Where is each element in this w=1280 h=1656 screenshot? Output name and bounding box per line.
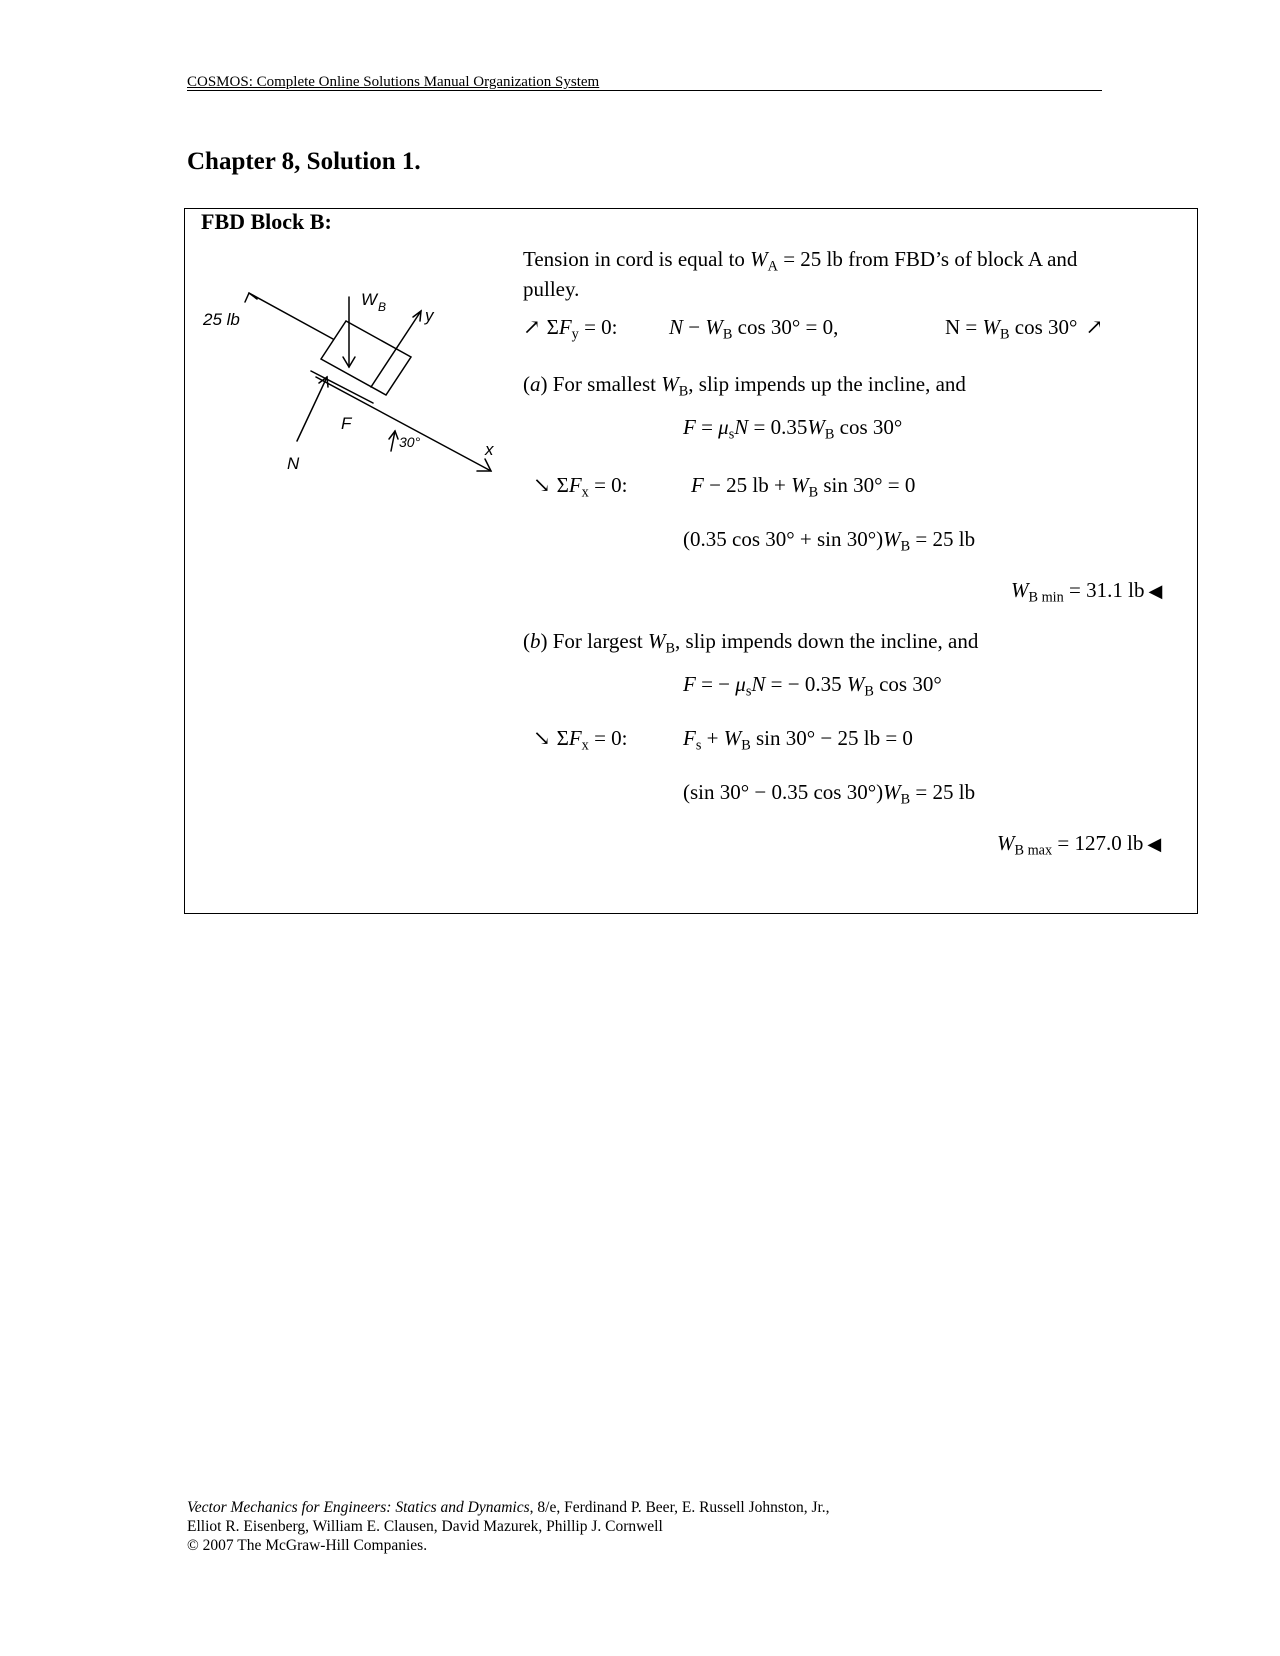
weight-label: W <box>361 290 378 309</box>
part-b-friction: F = − $\mu_sN$ = − 0.35 $W_B$ cos 30° <box>683 672 942 700</box>
intro-line-1: Tension in cord is equal to $W_A = 25$ lb from FBD’s of block A and <box>523 247 1078 275</box>
part-a-friction: $F = \mu_sN = 0.35W_B$ cos 30° <box>683 415 903 443</box>
sum-fy-result: $N = W_B$ cos 30° ↗ <box>945 315 1104 343</box>
footer-line-2: Elliot R. Eisenberg, William E. Clausen, David Mazurek, Phillip J. Cornwell <box>187 1518 663 1535</box>
sum-fy-equation: $N - W_B$ cos 30° = 0, <box>669 315 839 343</box>
part-b-sum-fx-label: ↘ $\Sigma F_x = 0$: <box>533 726 628 754</box>
up-right-arrow-icon: ↗ <box>1085 315 1104 339</box>
part-a-answer: $W_{B min} = 31.1$ lb ◀ <box>1011 578 1163 606</box>
part-b-answer-value: = 127.0 lb <box>1057 831 1144 855</box>
part-a-answer-value: = 31.1 lb <box>1069 578 1145 602</box>
footer-book-title: Vector Mechanics for Engineers: Statics and Dynamics <box>187 1499 530 1516</box>
part-b-answer: $W_{B max} = 127.0$ lb ◀ <box>997 831 1162 859</box>
intro-line-2: pulley. <box>523 277 580 301</box>
footer-line-1 <box>187 1498 830 1517</box>
x-axis-label: x <box>485 440 494 459</box>
header-title: COSMOS: Complete Online Solutions Manual Organization System <box>187 74 600 90</box>
footer-copyright: © 2007 The McGraw-Hill Companies. <box>187 1537 428 1554</box>
up-right-arrow-icon: ↗ <box>523 315 541 339</box>
chapter-title: Chapter 8, Solution 1. <box>187 148 421 175</box>
part-a-intro: (a) For smallest $W_B$, slip impends up the incline, and <box>523 372 966 400</box>
y-axis-label: y <box>425 306 434 325</box>
normal-label: N <box>287 454 300 473</box>
tension-arrow <box>249 293 333 339</box>
down-right-arrow-icon: ↘ <box>533 726 551 750</box>
part-a-sum-fx-label: ↘ $\Sigma F_x = 0$: <box>533 473 628 501</box>
part-b-sum-fx-equation: $F_s + W_B$ sin 30° − 25 lb = 0 <box>683 726 913 754</box>
solution-box <box>184 208 1198 914</box>
footer <box>187 1498 830 1555</box>
tension-label: 25 lb <box>203 310 240 329</box>
angle-label: 30° <box>399 434 421 450</box>
footer-edition-authors: , 8/e, Ferdinand P. Beer, E. Russell Johnston, Jr., <box>529 1499 830 1516</box>
header-rule <box>187 90 1102 91</box>
part-b-intro: (b) For largest $W_B$, slip impends down the incline, and <box>523 629 979 657</box>
weight-sub-label: B <box>378 300 387 314</box>
normal-arrow <box>297 377 327 441</box>
block-base <box>311 371 373 403</box>
part-a-combined: (0.35 $\cos 30^\circ + \sin 30^\circ)W_B = 25$ lb <box>683 527 976 555</box>
answer-marker-icon: ◀ <box>1148 581 1163 601</box>
down-right-arrow-icon: ↘ <box>533 473 551 497</box>
fbd-diagram <box>201 289 511 519</box>
answer-marker-icon: ◀ <box>1147 834 1162 854</box>
part-b-combined: (sin 30° − 0.35 $\cos 30^\circ)W_B = 25$ lb <box>683 780 976 808</box>
part-a-sum-fx-equation: F − 25 lb + $W_B$ sin 30° = 0 <box>691 473 916 501</box>
fbd-label: FBD Block B: <box>201 209 332 234</box>
friction-label: F <box>341 414 352 433</box>
sum-fy-label: ↗ $\Sigma F_y = 0$: <box>523 315 618 343</box>
tension-arrow-icon <box>245 293 257 302</box>
